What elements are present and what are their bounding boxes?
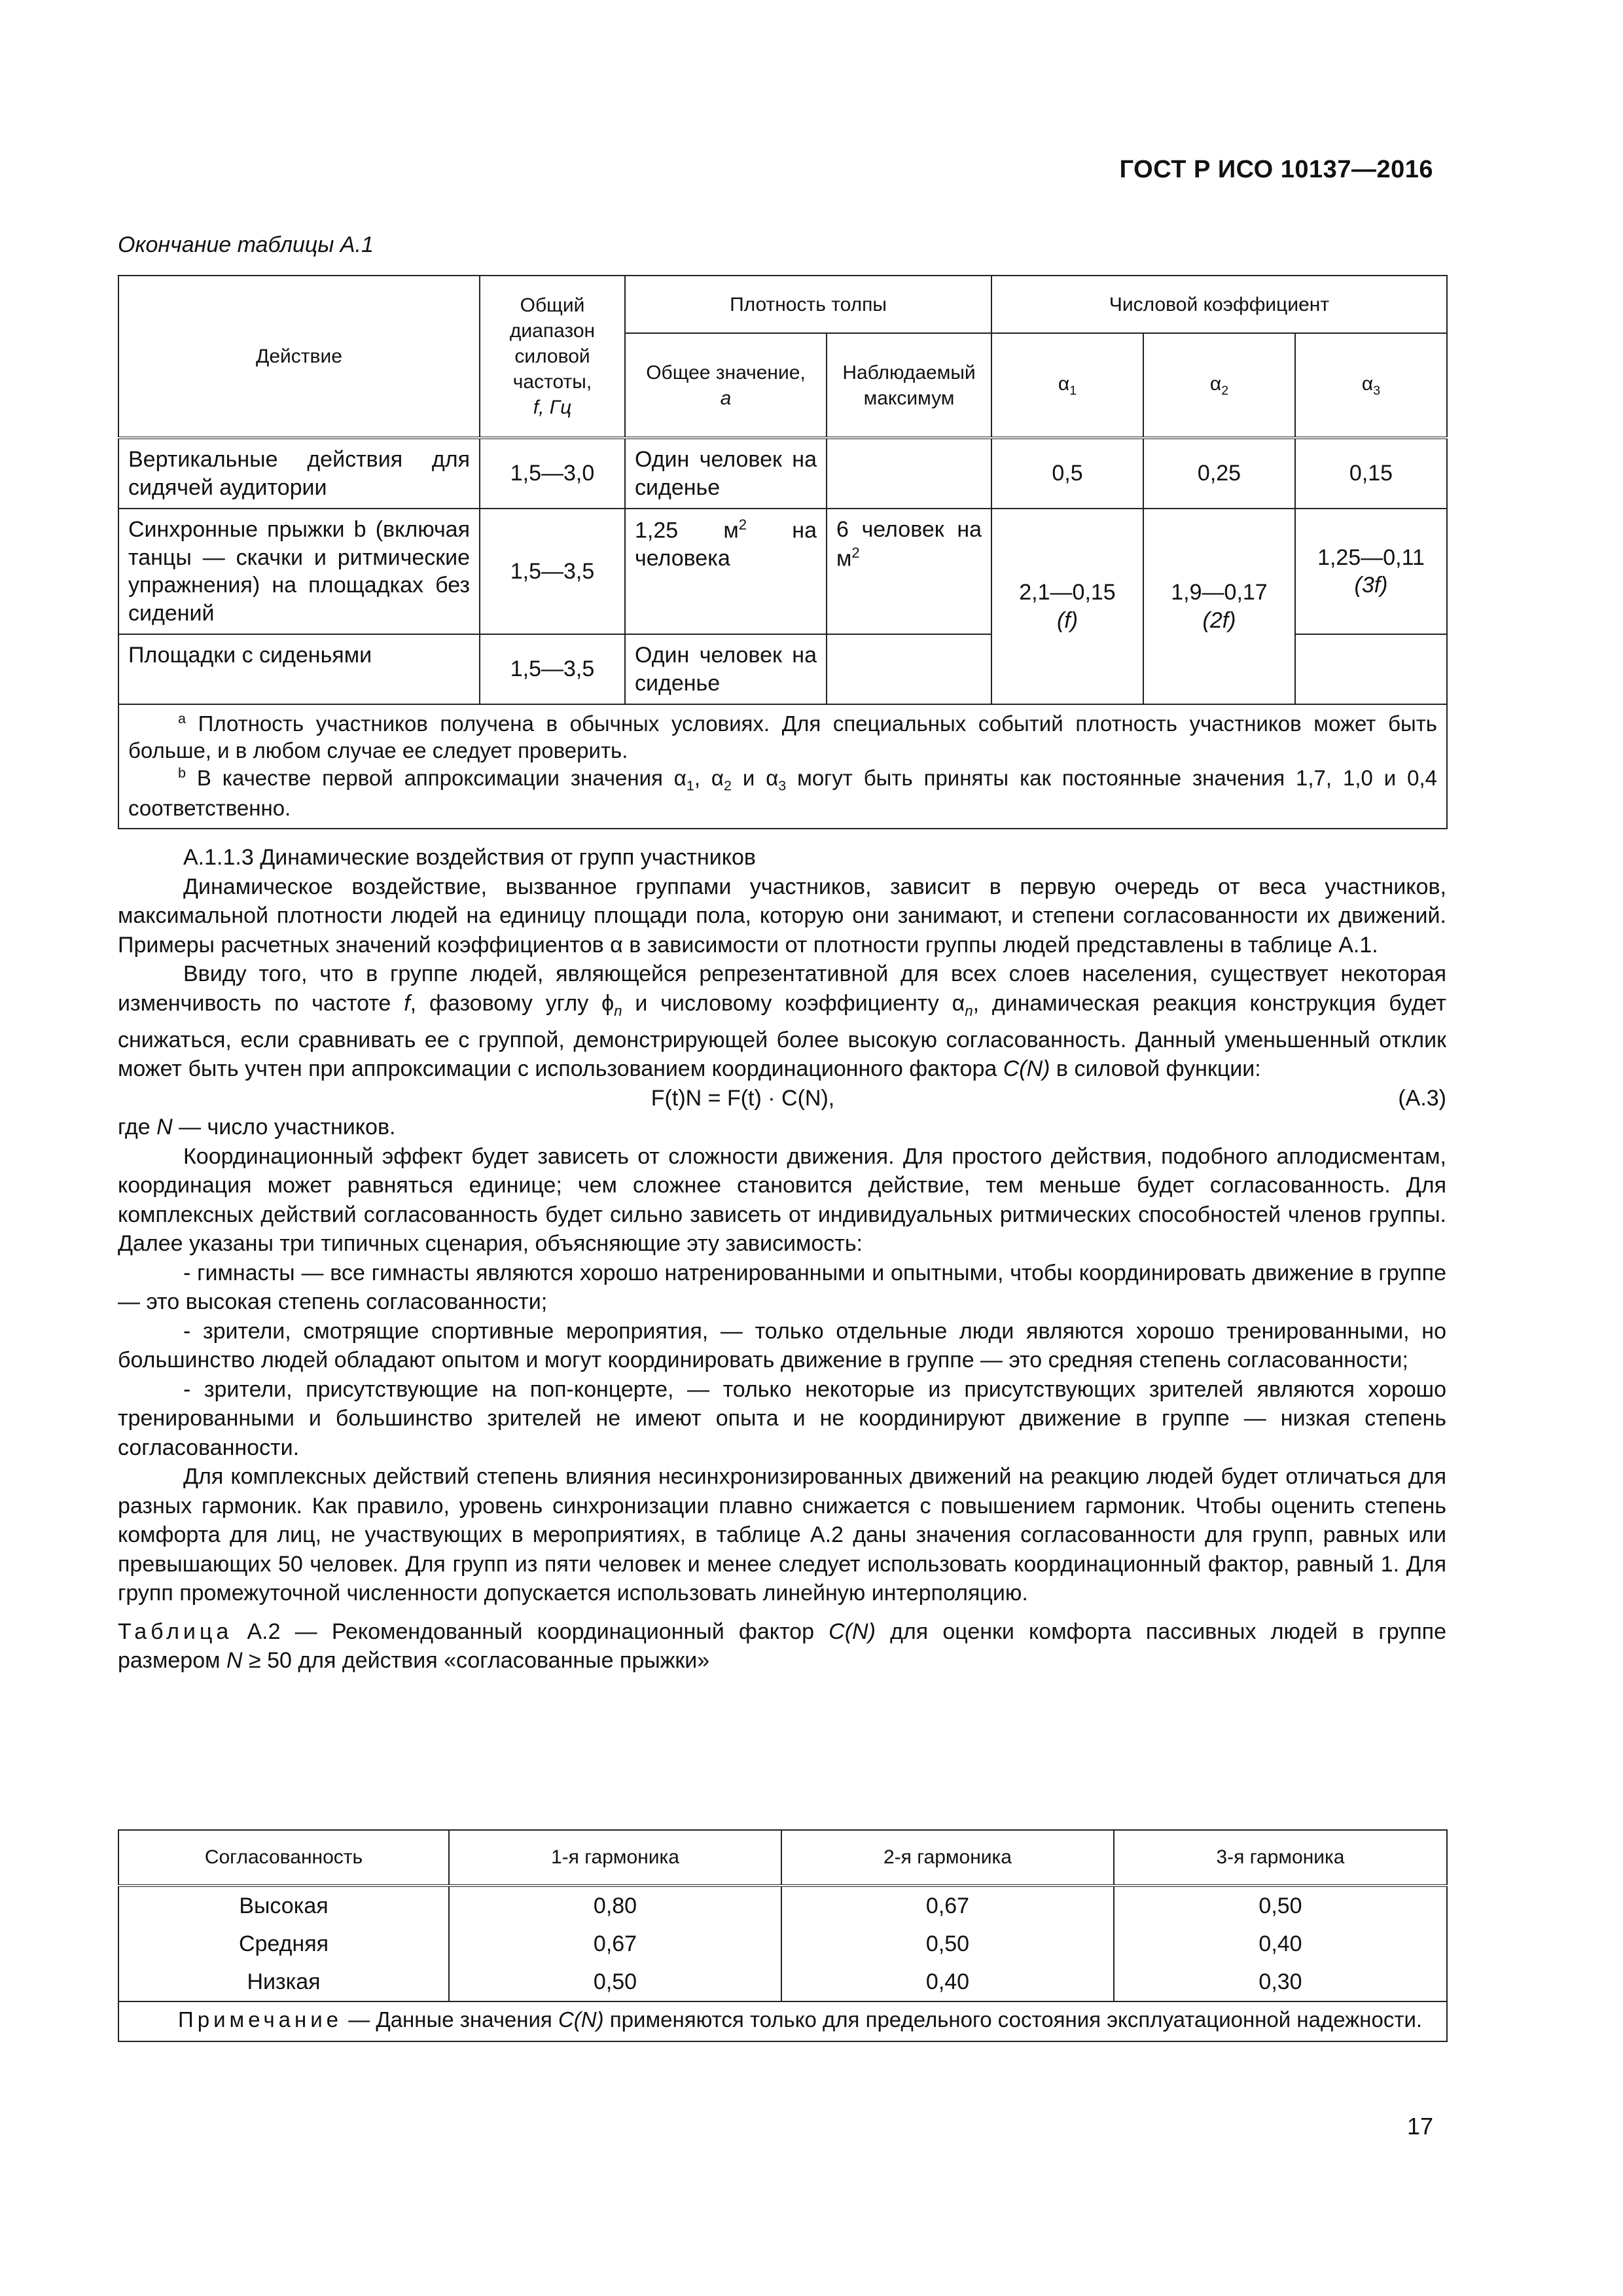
cell-harmonic-2: 0,67 [781, 1886, 1114, 1925]
header-action: Действие [118, 276, 480, 438]
cell-frequency: 1,5—3,5 [480, 509, 625, 634]
table-row [118, 509, 1447, 634]
header-alpha2: $\alpha_2$ [1143, 333, 1295, 438]
cell-density-max [827, 634, 991, 704]
cell-coordination: Высокая [118, 1886, 449, 1925]
cell-harmonic-3: 0,40 [1114, 1925, 1447, 1963]
cell-alpha2: 0,25 [1143, 438, 1295, 509]
cell-alpha3: 0,15 [1295, 438, 1447, 509]
table-a2 [118, 1829, 1448, 2042]
cell-alpha1: 0,5 [991, 438, 1143, 509]
table-a2-title: Таблица А.2 — Рекомендованный координационный фактор C(N) для оценки комфорта пассивных людей в группе размером N ≥ 50 для действия «согласованные прыжки» [118, 1619, 1446, 1674]
header-numeric-coefficient: Числовой коэффициент [991, 276, 1447, 333]
cell-action: Вертикальные действия для сидячей аудитории [118, 438, 480, 509]
section-heading: А.1.1.3 Динамические воздействия от групп участников [183, 845, 756, 870]
cell-harmonic-3: 0,30 [1114, 1963, 1447, 2001]
header-alpha3: $\alpha_3$ [1295, 333, 1447, 438]
list-item: - зрители, смотрящие спортивные мероприятия, — только отдельные люди являются хорошо тренированными, но большинство людей обладают опытом и могут координировать движение в группе — это средняя степень согласованности; [118, 1318, 1446, 1373]
paragraph: Динамическое воздействие, вызванное группами участников, зависит в первую очередь от веса участников, максимальной плотности людей на единицу площади пола, которую они занимают, и степени согласованности их движений. Примеры расчетных значений коэффициентов α в зависимости от плотности группы людей представлены в таблице А.1. [118, 874, 1446, 958]
cell-density-general: Один человек на сиденье [625, 634, 827, 704]
cell-density-max [827, 438, 991, 509]
cell-alpha3: 1,25—0,11 (3f) [1295, 509, 1447, 634]
header-harmonic-1: 1-я гармоника [449, 1830, 781, 1886]
table-a1 [118, 275, 1448, 829]
cell-harmonic-3: 0,50 [1114, 1886, 1447, 1925]
table-row [118, 1963, 1447, 2001]
cell-density-general: 1,25 $м^2$ на человека [625, 509, 827, 634]
paragraph: Координационный эффект будет зависеть от сложности движения. Для простого действия, подобного аплодисментам, координация может равняться единице; чем сложнее становится действие, тем меньше будет согласованность. Для комплексных действий согласованность будет сильно зависеть от индивидуальных ритмических способностей членов группы. Далее указаны три типичных сценария, объясняющие эту зависимость: [118, 1143, 1446, 1257]
cell-density-general: Один человек на сиденье [625, 438, 827, 509]
cell-coordination: Низкая [118, 1963, 449, 2001]
cell-coordination: Средняя [118, 1925, 449, 1963]
paragraph: Ввиду того, что в группе людей, являющейся репрезентативной для всех слоев населения, существует некоторая изменчивость по частоте f, фазовому углу $\phi_n$ и числовому коэффициенту $\alpha_n$, динамическая реакция конструкция будет снижаться, если сравнивать ее с группой, демонстрирующей более высокую согласованность. Данный уменьшенный отклик может быть учтен при аппроксимации с использованием координационного фактора C(N) в силовой функции: [118, 961, 1446, 1082]
header-crowd-density: Плотность толпы [625, 276, 991, 333]
header-coordination: Согласованность [118, 1830, 449, 1886]
cell-alpha1: 2,1—0,15 (f) [991, 509, 1143, 704]
list-item: - гимнасты — все гимнасты являются хорошо натренированными и опытными, чтобы координировать движение в группе — это высокая степень согласованности; [118, 1260, 1446, 1315]
header-density-max: Наблюдаемый максимум [827, 333, 991, 438]
table-a1-notes [118, 704, 1447, 829]
table-row [118, 438, 1447, 509]
cell-action: Синхронные прыжки b (включая танцы — скачки и ритмические упражнения) на площадках без сидений [118, 509, 480, 634]
cell-alpha3 [1295, 634, 1447, 704]
cell-density-max: 6 человек на $м^2$ [827, 509, 991, 634]
header-harmonic-2: 2-я гармоника [781, 1830, 1114, 1886]
cell-frequency: 1,5—3,0 [480, 438, 625, 509]
cell-harmonic-1: 0,67 [449, 1925, 781, 1963]
table-a2-note: Примечание — Данные значения C(N) применяются только для предельного состояния эксплуатационной надежности. [118, 2001, 1447, 2041]
table-row [118, 1886, 1447, 1925]
cell-harmonic-1: 0,50 [449, 1963, 781, 2001]
header-density-general: Общее значение, a [625, 333, 827, 438]
header-alpha1: $\alpha_1$ [991, 333, 1143, 438]
paragraph: Для комплексных действий степень влияния несинхронизированных движений на реакцию людей будет отличаться для разных гармоник. Как правило, уровень синхронизации плавно снижается с повышением гармоник. Чтобы оценить степень комфорта для лиц, не участвующих в мероприятиях, в таблице А.2 даны значения согласованности для групп, равных или превышающих 50 человек. Для групп из пяти человек и менее следует использовать координационный фактор, равный 1. Для групп промежуточной численности допускается использовать линейную интерполяцию. [118, 1464, 1446, 1606]
paragraph: где N — число участников. [118, 1115, 396, 1140]
table-continuation-caption: Окончание таблицы А.1 [118, 232, 374, 257]
cell-harmonic-1: 0,80 [449, 1886, 781, 1925]
formula-line [118, 1084, 1446, 1113]
header-harmonic-3: 3-я гармоника [1114, 1830, 1447, 1886]
cell-frequency: 1,5—3,5 [480, 634, 625, 704]
document-code: ГОСТ Р ИСО 10137—2016 [1119, 156, 1433, 183]
cell-action: Площадки с сиденьями [118, 634, 480, 704]
section-body [118, 843, 1446, 1676]
list-item: - зрители, присутствующие на поп-концерте, — только некоторые из присутствующих зрителей являются хорошо тренированными и большинство зрителей не имеют опыта и не координируют движение в группе — низкая степень согласованности. [118, 1376, 1446, 1460]
formula-number: (А.3) [1398, 1085, 1446, 1111]
cell-harmonic-2: 0,40 [781, 1963, 1114, 2001]
cell-alpha2: 1,9—0,17 (2f) [1143, 509, 1295, 704]
table-row [118, 1925, 1447, 1963]
footnote-b: $^b$ В качестве первой аппроксимации значения $\alpha_1$, $\alpha_2$ и $\alpha_3$ могут быть приняты как постоянные значения 1,7, 1,0 и 0,4 соответственно. [128, 764, 1437, 820]
header-frequency-range: Общий диапазон силовой частоты, f, Гц [480, 276, 625, 438]
footnote-a: $^a$ Плотность участников получена в обычных условиях. Для специальных событий плотность участников может быть больше, и в любом случае ее следует проверить. [128, 711, 1437, 763]
formula: F(t)N = F(t) · C(N), [651, 1085, 835, 1111]
cell-harmonic-2: 0,50 [781, 1925, 1114, 1963]
page-number: 17 [1406, 2113, 1433, 2140]
